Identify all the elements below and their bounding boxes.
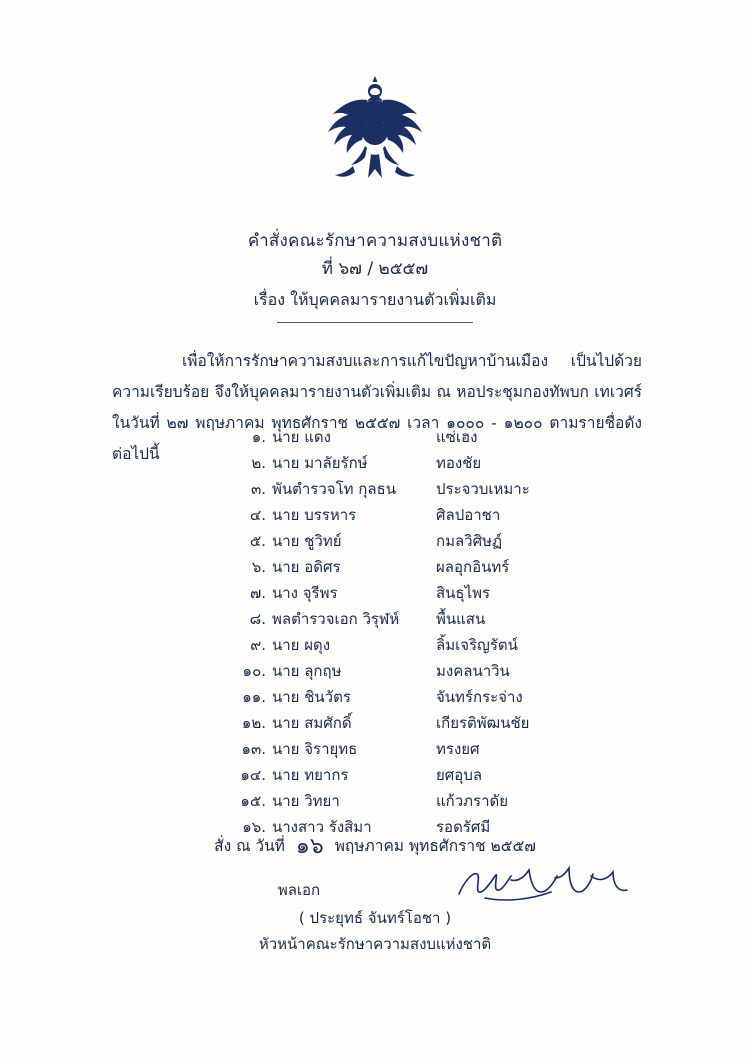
list-item-name: นาย วิทยา — [272, 791, 340, 810]
list-item-surname: แก้วภราดัย — [436, 791, 509, 810]
list-item-name: พันตำรวจโท กุลธน — [272, 479, 396, 498]
list-item-surname: ผลอุกอินทร์ — [436, 557, 510, 576]
list-item-surname: ทรงยศ — [436, 739, 480, 758]
list-item-number: ๒. — [251, 453, 266, 472]
order-date-prefix: สั่ง ณ วันที่ — [214, 837, 285, 855]
list-item — [232, 476, 592, 502]
list-item — [232, 762, 592, 788]
list-item-name: นาย จิรายุทธ — [272, 739, 358, 758]
signer-name: ( ประยุทธ์ จันทร์โอชา ) — [298, 909, 452, 927]
order-date-suffix: พฤษภาคม พุทธศักราช ๒๕๕๗ — [334, 837, 536, 855]
list-item-number: ๑๐. — [242, 661, 266, 680]
list-item-number: ๑๓. — [241, 739, 266, 758]
list-item-number: ๑๖. — [242, 817, 266, 836]
emblem-container — [0, 74, 750, 192]
list-item-number: ๔. — [249, 505, 266, 524]
list-item-name: นาย สมศักดิ์ — [272, 713, 352, 732]
list-item — [232, 710, 592, 736]
list-item-number: ๗. — [249, 583, 266, 602]
list-item-number: ๑. — [251, 427, 266, 446]
list-item-name: นาย ทยากร — [272, 765, 349, 784]
body-paragraph: เพื่อให้การรักษาความสงบและการแก้ไขปัญหาบ้านเมือง เป็นไปด้วยความเรียบร้อย จึงให้บุคคลมารายงานตัวเพิ่มเติม ณ หอประชุมกองทัพบก เทเวศร์ ในวันที่ ๒๗ พฤษภาคม พุทธศักราช ๒๕๕๗ เวลา ๑๐๐๐ - ๑๒๐๐ ตามรายชื่อดังต่อไปนี้ — [112, 352, 642, 463]
document-subject: เรื่อง ให้บุคคลมารายงานตัวเพิ่มเติม — [253, 290, 497, 309]
list-item — [232, 528, 592, 554]
list-item — [232, 580, 592, 606]
list-item-number: ๕. — [249, 531, 266, 550]
heading-line-1: คำสั่งคณะรักษาความสงบแห่งชาติ — [247, 231, 503, 251]
list-item-number: ๘. — [249, 609, 266, 628]
list-item-number: ๖. — [251, 557, 266, 576]
list-item-surname: สินธุไพร — [436, 583, 491, 602]
list-item-name: นางสาว รังสิมา — [272, 817, 372, 836]
list-item-number: ๑๕. — [240, 791, 266, 810]
list-item-name: นาย ชูวิทย์ — [272, 531, 342, 550]
list-item-surname: จันทร์กระจ่าง — [436, 687, 523, 706]
signer-rank-line — [0, 878, 750, 902]
list-item — [232, 450, 592, 476]
list-item-surname: เกียรติพัฒนชัย — [436, 713, 530, 732]
list-item-name: นาย ลุกฤษ — [272, 661, 342, 680]
order-date-day: ๑๖ — [295, 834, 324, 859]
heading-line-2: ที่ ๖๗ / ๒๕๕๗ — [321, 259, 429, 280]
list-item-surname: ลิ้มเจริญรัตน์ — [436, 635, 518, 654]
list-item — [232, 554, 592, 580]
list-item-surname: ประจวบเหมาะ — [436, 479, 530, 498]
document-heading — [0, 228, 750, 283]
list-item-name: นาย ชินวัตร — [272, 687, 351, 706]
list-item — [232, 424, 592, 450]
list-item — [232, 788, 592, 814]
list-item — [232, 684, 592, 710]
name-list — [232, 424, 592, 840]
list-item — [232, 632, 592, 658]
list-item-name: นาย บรรหาร — [272, 505, 357, 524]
list-item-number: ๑๒. — [241, 713, 266, 732]
list-item-number: ๑๔. — [240, 765, 266, 784]
list-item-surname: รอดรัศมี — [436, 817, 491, 836]
list-item-surname: กมลวิศิษฏ์ — [436, 531, 503, 550]
list-item — [232, 606, 592, 632]
list-item — [232, 502, 592, 528]
list-item — [232, 658, 592, 684]
list-item-surname: มงคลนาวิน — [436, 661, 510, 680]
list-item-surname: แซ่เฮง — [436, 427, 478, 446]
list-item-surname: ยศอุบล — [436, 765, 483, 784]
list-item-name: นาย มาลัยรักษ์ — [272, 453, 368, 472]
list-item-name: พลตำรวจเอก วิรุฬห์ — [272, 609, 400, 628]
list-item-surname: พื้นแสน — [436, 609, 486, 628]
list-item — [232, 736, 592, 762]
list-item-number: ๓. — [250, 479, 266, 498]
list-item-surname: ทองชัย — [436, 453, 482, 472]
list-item-name: นาย ผดุง — [272, 635, 331, 654]
list-item-surname: ศิลปอาชา — [436, 505, 501, 524]
order-date-line — [0, 826, 750, 861]
list-item-number: ๑๑. — [242, 687, 266, 706]
list-item-name: นาง จุรีพร — [272, 583, 338, 602]
list-item-number: ๙. — [250, 635, 266, 654]
heading-divider — [277, 322, 473, 323]
list-item-name: นาย แดง — [272, 427, 331, 446]
signer-rank: พลเอก — [277, 881, 321, 899]
garuda-emblem-icon — [315, 74, 435, 192]
signer-title: หัวหน้าคณะรักษาความสงบแห่งชาติ — [258, 935, 492, 953]
list-item-name: นาย อดิศร — [272, 557, 341, 576]
